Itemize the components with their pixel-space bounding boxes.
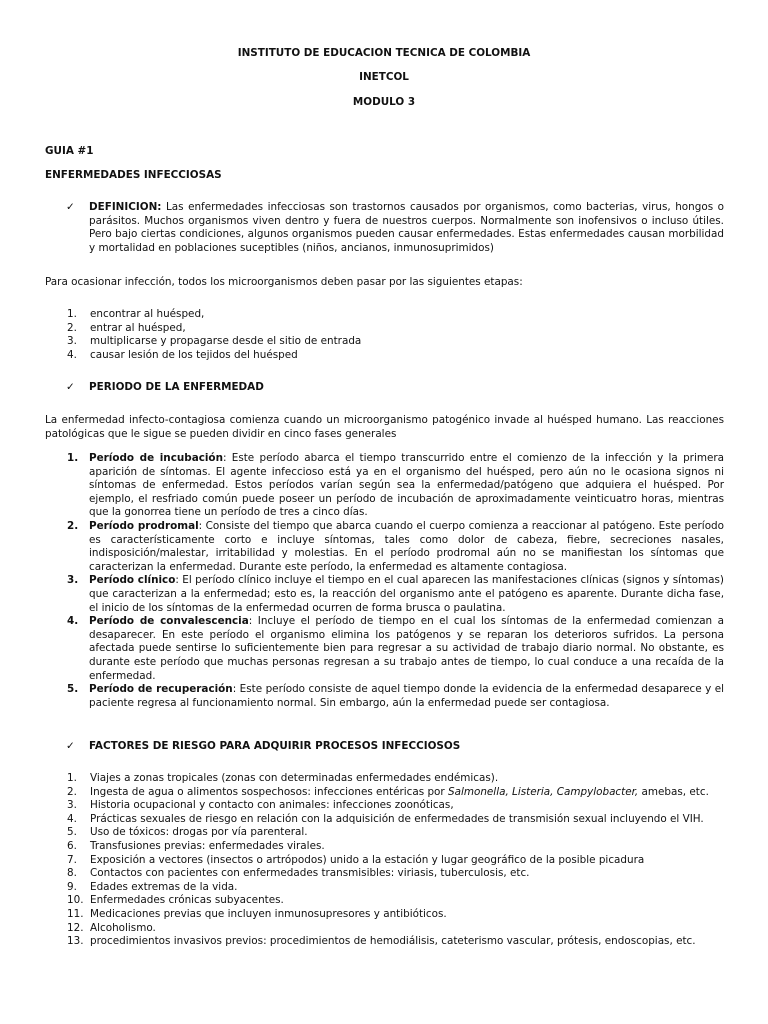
list-item: 2. Período prodromal: Consiste del tiempo que abarca cuando el cuerpo comienza a reaccionar al patógeno. Este período es característicamente corto e incluye síntomas, tales como dolor de cabeza, fiebre, secreciones nasales, indisposición/malestar, irritabilidad y molestias. En el período prodromal aún no se manifiestan los síntomas que caracterizan la enfermedad. Durante este período, la enfermedad es altamente contagiosa.: [67, 519, 725, 573]
list-item: 1. Viajes a zonas tropicales (zonas con determinadas enfermedades endémicas).: [67, 772, 499, 784]
period-intro: La enfermedad infecto-contagiosa comienza cuando un microorganismo patogénico invade al huésped humano. Las reacciones patológicas que le sigue se pueden dividir en cinco fases generales: [45, 414, 724, 440]
list-item: 10. Enfermedades crónicas subyacentes.: [67, 894, 284, 907]
phases-list: [67, 452, 724, 710]
list-item: 8. Contactos con pacientes con enfermedades transmisibles: viriasis, tuberculosis, etc.: [67, 867, 530, 880]
list-item: 1. encontrar al huésped,: [67, 308, 205, 320]
definition-term: DEFINICION:: [89, 201, 162, 213]
list-item: 4. Prácticas sexuales de riesgo en relación con la adquisición de enfermedades de transmisión sexual incluyendo el VIH.: [67, 812, 704, 825]
list-item: 4. Período de convalescencia: Incluye el período de tiempo en el cual los síntomas de la enfermedad comienzan a desaparecer. En este período el organismo elimina los patógenos y se reparan los deterioros sufridos. La persona afectada puede sentirse lo suficientemente bien para regresar a su actividad de trabajo diario normal. No obstante, es durante este período que muchas personas regresan a su trabajo antes de tiempo, lo cual conduce a una recaída de la enfermedad.: [67, 615, 724, 682]
period-heading: PERIODO DE LA ENFERMEDAD: [89, 381, 264, 393]
guide-subtitle: ENFERMEDADES INFECCIOSAS: [45, 169, 222, 181]
checkmark-icon: ✓: [66, 201, 75, 213]
risk-list: [45, 772, 735, 949]
checkmark-icon: ✓: [66, 740, 75, 752]
list-item: 1. Período de incubación: Este período abarca el tiempo transcurrido entre el comienzo de la infección y la primera aparición de síntomas. El agente infeccioso está ya en el organismo del huésped, pero aún no le ocasiona signos ni síntomas de enfermedad. Estos períodos varían según sea la enfermedad/patógeno que adquiera el huésped. Por ejemplo, el resfriado común puede poseer un período de incubación de aproximadamente veinticuatro horas, mientras que la gonorrea tiene un período de tres a cinco días.: [67, 452, 724, 519]
list-item: 12. Alcoholismo.: [67, 921, 156, 934]
checkmark-icon: ✓: [66, 381, 75, 393]
institute-name: INSTITUTO DE EDUCACION TECNICA DE COLOMBIA: [237, 47, 531, 59]
list-item: 11. Medicaciones previas que incluyen inmunosupresores y antibióticos.: [67, 907, 447, 920]
definition-paragraph: [89, 201, 724, 255]
list-item: 5. Período de recuperación: Este período consiste de aquel tiempo donde la evidencia de la enfermedad desaparece y el paciente regresa al funcionamiento normal. Sin embargo, aún la enfermedad puede ser contagiosa.: [67, 683, 725, 709]
guide-title: GUIA #1: [45, 145, 94, 157]
module-title: MODULO 3: [352, 96, 416, 108]
list-item: 2. entrar al huésped,: [67, 321, 186, 334]
list-item: 3. Período clínico: El período clínico incluye el tiempo en el cual aparecen las manifestaciones clínicas (signos y síntomas) que caracterizan a la enfermedad; esto es, la reacción del organismo ante el patógeno es aparente. Durante dicha fase, el inicio de los síntomas de la enfermedad ocurren de forma brusca o paulatina.: [67, 574, 724, 614]
list-item: 3. Historia ocupacional y contacto con animales: infecciones zoonóticas,: [67, 799, 454, 812]
list-item: 3. multiplicarse y propagarse desde el sitio de entrada: [67, 335, 362, 348]
list-item: 4. causar lesión de los tejidos del huésped: [67, 348, 298, 361]
list-item: 7. Exposición a vectores (insectos o artrópodos) unido a la estación y lugar geográfico de la posible picadura: [67, 853, 645, 866]
list-item: 9. Edades extremas de la vida.: [67, 880, 238, 893]
stages-intro: Para ocasionar infección, todos los microorganismos deben pasar por las siguientes etapas:: [45, 276, 523, 288]
stages-list: [45, 308, 725, 362]
pathogen-names: Salmonella, Listeria, Campylobacter,: [448, 785, 639, 798]
list-item: 5. Uso de tóxicos: drogas por vía parenteral.: [67, 826, 308, 839]
institute-acronym: INETCOL: [359, 71, 409, 83]
definition-text: Las enfermedades infecciosas son trastornos causados por organismos, como bacterias, virus, hongos o parásitos. Muchos organismos viven dentro y fuera de nuestros cuerpos. Normalmente son inofensivos o incluso útiles. Pero bajo ciertas condiciones, algunos organismos pueden causar enfermedades. Estas enfermedades causan morbilidad y mortalidad en poblaciones suceptibles (niños, ancianos, inmunosuprimidos): [89, 201, 724, 254]
list-item: 2. Ingesta de agua o alimentos sospechosos: infecciones entéricas por Salmonella, Listeria, Campylobacter, amebas, etc.: [67, 785, 709, 798]
list-item: 13. procedimientos invasivos previos: procedimientos de hemodiálisis, cateterismo vascular, prótesis, endoscopias, etc.: [67, 935, 696, 948]
list-item: 6. Transfusiones previas: enfermedades virales.: [67, 839, 325, 852]
risk-heading: FACTORES DE RIESGO PARA ADQUIRIR PROCESOS INFECCIOSOS: [89, 740, 461, 752]
